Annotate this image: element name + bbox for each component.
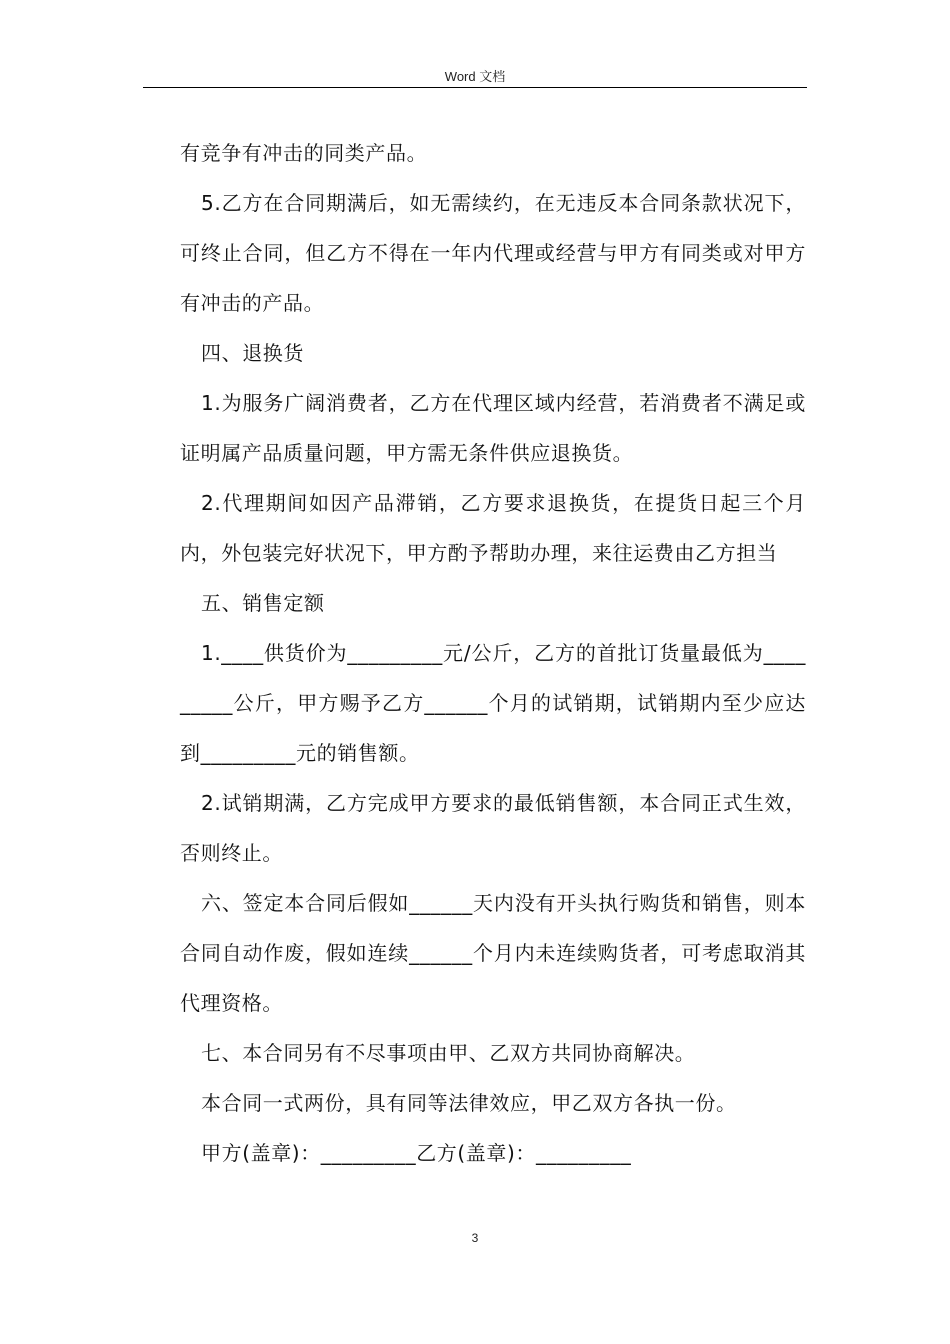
paragraph: 1.____供货价为_________元/公斤，乙方的首批订货量最低为_________公斤，甲方赐予乙方______个月的试销期，试销期内至少应达到_________元的销售额。: [180, 641, 806, 765]
paragraph: 本合同一式两份，具有同等法律效应，甲乙双方各执一份。: [201, 1091, 737, 1115]
paragraph: 有竞争有冲击的同类产品。: [180, 141, 428, 165]
header-divider: [143, 87, 807, 88]
paragraph: 六、签定本合同后假如______天内没有开头执行购货和销售，则本合同自动作废，假如连续______个月内未连续购货者，可考虑取消其代理资格。: [180, 891, 806, 1015]
paragraph: 七、本合同另有不尽事项由甲、乙双方共同协商解决。: [201, 1041, 696, 1065]
paragraph: 1.为服务广阔消费者，乙方在代理区域内经营，若消费者不满足或证明属产品质量问题，甲方需无条件供应退换货。: [180, 391, 806, 465]
section-heading: 五、销售定额: [201, 591, 325, 615]
page-number: 3: [471, 1231, 479, 1245]
paragraph: 2.代理期间如因产品滞销，乙方要求退换货，在提货日起三个月内，外包装完好状况下，甲方酌予帮助办理，来往运费由乙方担当: [180, 491, 806, 565]
page-header: Word 文档: [444, 69, 506, 84]
paragraph: 5.乙方在合同期满后，如无需续约，在无违反本合同条款状况下，可终止合同，但乙方不得在一年内代理或经营与甲方有同类或对甲方有冲击的产品。: [180, 191, 806, 315]
document-body: [180, 128, 806, 1178]
section-heading: 四、退换货: [201, 341, 304, 365]
signature-line: 甲方(盖章)：_________乙方(盖章)：_________: [201, 1141, 632, 1165]
paragraph: 2.试销期满，乙方完成甲方要求的最低销售额，本合同正式生效，否则终止。: [180, 791, 806, 865]
